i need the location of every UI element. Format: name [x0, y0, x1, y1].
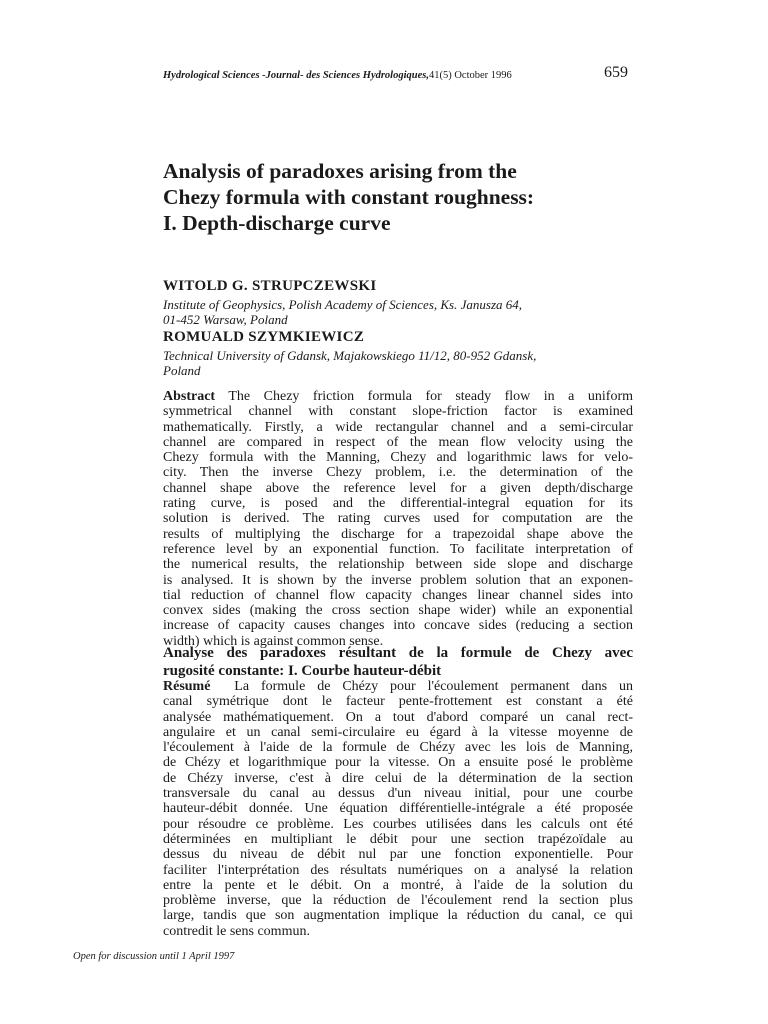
abstract	[163, 389, 633, 649]
french-title-line: rugosité constante: I. Courbe hauteur-débit	[163, 663, 442, 679]
abstract-line: is analysed. It is shown by the inverse problem solution that an exponen-	[163, 572, 633, 588]
affiliation-line: Poland	[163, 363, 201, 378]
resume-line: hauteur-débit donnée. Une équation différentielle-intégrale a été proposée	[163, 801, 633, 817]
journal-header	[163, 69, 512, 83]
resume-line: faciliter l'interprétation des résultats numériques on a analysé la relation	[163, 862, 633, 878]
resume-line: pour résoudre ce problème. Les courbes utilisées dans les calculs ont été	[163, 816, 633, 832]
abstract-line: the numerical results, the relationship between side slope and discharge	[163, 557, 633, 573]
abstract-line: increase of capacity causes changes into concave sides (reducing a section	[163, 618, 633, 634]
resume-line: problème inverse, que la réduction de l'écoulement rend la section plus	[163, 893, 633, 909]
abstract-line: tial reduction of channel flow capacity changes linear channel sides into	[163, 587, 633, 603]
resume	[163, 679, 633, 939]
french-title-line: Analyse des paradoxes résultant de la formule de Chezy avec	[163, 645, 633, 661]
author-affiliation	[163, 297, 613, 327]
resume-line: contredit le sens commun.	[163, 923, 310, 939]
journal-name: Hydrological Sciences -Journal- des Sciences Hydrologiques,	[163, 70, 429, 81]
resume-line: transversale du canal au dessus d'un niveau initial, pour une courbe	[163, 786, 633, 802]
resume-line: La formule de Chézy pour l'écoulement permanent dans un	[234, 679, 634, 694]
abstract-line: rating curve, is posed and the differential-integral equation for its	[163, 496, 633, 512]
abstract-line: Chezy formula with the Manning, Chezy and logarithmic laws for velo-	[163, 450, 633, 466]
french-title	[163, 644, 633, 680]
affiliation-line: 01-452 Warsaw, Poland	[163, 312, 288, 327]
journal-volume-issue: 41(5) October 1996	[428, 70, 512, 81]
abstract-line: The Chezy friction formula for steady flow in a uniform	[228, 389, 634, 404]
resume-line: l'écoulement à l'aide de la formule de Chézy avec les lois de Manning,	[163, 740, 633, 756]
abstract-line: convex sides (making the cross section shape wider) while an exponential	[163, 603, 633, 619]
abstract-line: channel shape above the reference level for a given depth/discharge	[163, 480, 633, 496]
resume-line: angulaire et un canal semi-circulaire eu égard à la vitesse moyenne de	[163, 724, 633, 740]
discussion-footnote: Open for discussion until 1 April 1997	[73, 951, 235, 962]
affiliation-line: Technical University of Gdansk, Majakowskiego 11/12, 80-952 Gdansk,	[163, 348, 537, 363]
abstract-line: mathematically. Firstly, a wide rectangular channel and a semi-circular	[163, 419, 633, 435]
resume-line: entre la pente et le débit. On a montré, à l'aide de la solution du	[163, 877, 633, 893]
resume-line: dessus du niveau de débit nul par une fonction exponentielle. Pour	[163, 847, 633, 863]
resume-line: analysée mathématiquement. On a tout d'abord comparé un canal rect-	[163, 709, 633, 725]
abstract-line: width) which is against common sense.	[163, 633, 384, 649]
page-number: 659	[604, 64, 628, 81]
abstract-line: city. Then the inverse Chezy problem, i.e. the determination of the	[163, 465, 633, 481]
abstract-line: reference level by an exponential function. To facilitate interpretation of	[163, 541, 633, 557]
abstract-line: channel are compared in respect of the mean flow velocity using the	[163, 434, 633, 450]
abstract-line: solution is derived. The rating curves used for computation are the	[163, 511, 633, 527]
affiliation-line: Institute of Geophysics, Polish Academy of Sciences, Ks. Janusza 64,	[163, 297, 523, 312]
abstract-heading: Abstract	[163, 389, 216, 404]
author-name: ROMUALD SZYMKIEWICZ	[163, 329, 365, 345]
abstract-line: symmetrical channel with constant slope-friction factor is examined	[163, 404, 633, 420]
title-line: Analysis of paradoxes arising from the	[163, 159, 517, 183]
abstract-line: results of multiplying the discharge for a trapezoidal shape above the	[163, 526, 633, 542]
paper-title	[163, 158, 603, 236]
resume-line: canal symétrique dont le facteur pente-frottement est constant a été	[163, 694, 633, 710]
resume-line: déterminées en multipliant le débit pour une section trapézoïdale au	[163, 831, 633, 847]
resume-line: de Chézy et logarithmique pour la vitesse. On a ensuite posé le problème	[163, 755, 633, 771]
title-line: I. Depth-discharge curve	[163, 211, 391, 235]
author-affiliation	[163, 348, 613, 378]
author-name: WITOLD G. STRUPCZEWSKI	[163, 278, 377, 294]
resume-line: de Chézy inverse, c'est à dire celui de la détermination de la section	[163, 770, 633, 786]
resume-line: large, tandis que son augmentation implique la réduction du canal, ce qui	[163, 908, 633, 924]
title-line: Chezy formula with constant roughness:	[163, 185, 535, 209]
resume-heading: Résumé	[163, 679, 211, 694]
